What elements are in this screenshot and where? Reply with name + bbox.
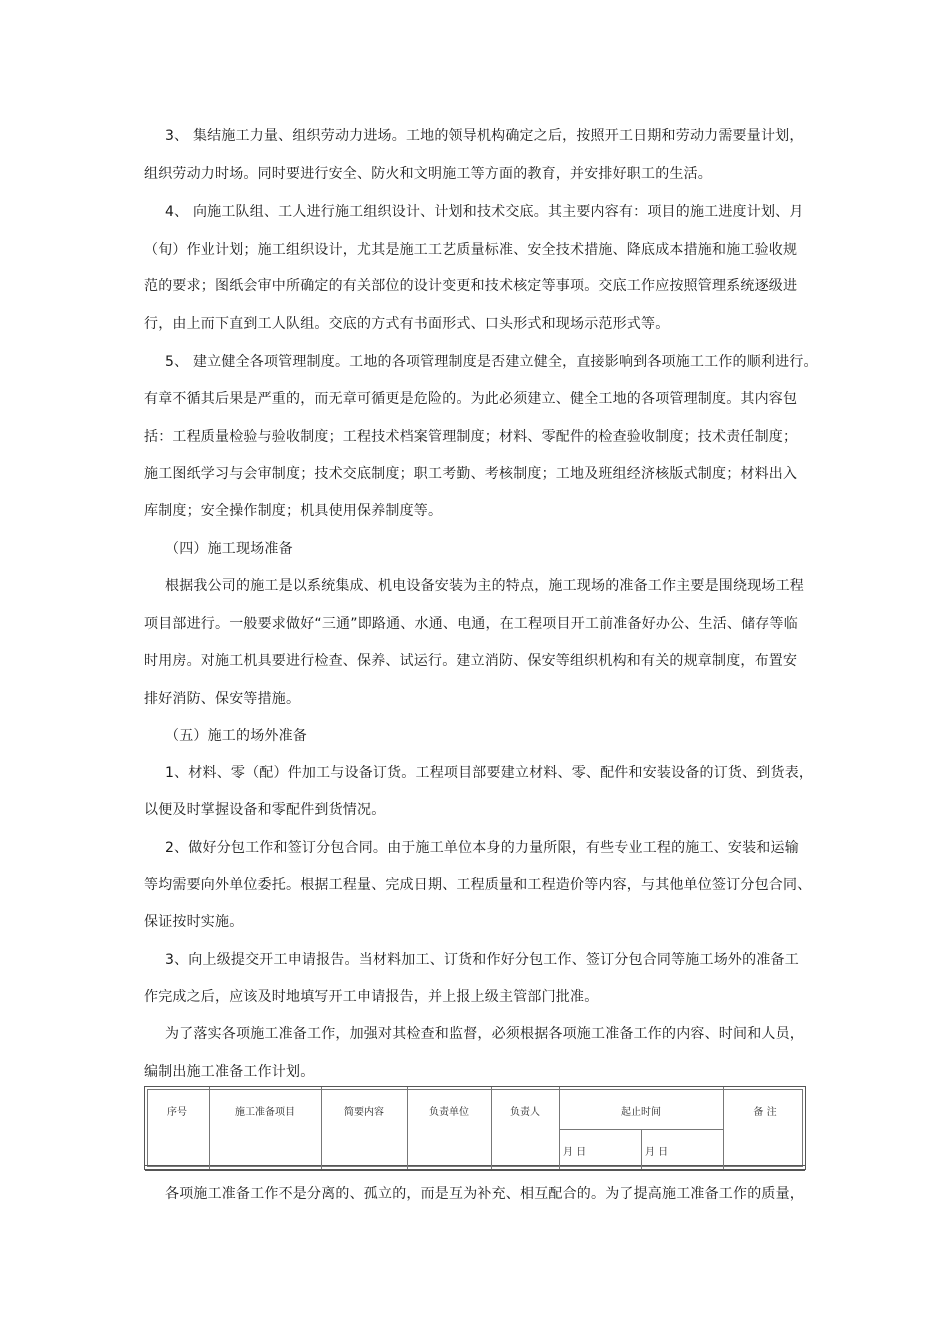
header-seq: 序号 <box>167 1107 187 1118</box>
text-line: 各项施工准备工作不是分离的、孤立的，而是互为补充、相互配合的。为了提高施工准备工作的质量， <box>165 1186 804 1202</box>
text-line: 3、 集结施工力量、组织劳动力进场。工地的领导机构确定之后，按照开工日期和劳动力需要量计划， <box>165 128 804 144</box>
end-date-label: 月 日 <box>645 1147 669 1158</box>
text-line: 以便及时掌握设备和零配件到货情况。 <box>144 802 386 818</box>
text-line: 5、 建立健全各项管理制度。工地的各项管理制度是否建立健全，直接影响到各项施工工作的顺利进行。 <box>165 354 818 370</box>
text-line: 2、做好分包工作和签订分包合同。由于施工单位本身的力量所限，有些专业工程的施工、安装和运输 <box>165 840 799 856</box>
text-line: 范的要求；图纸会审中所确定的有关部位的设计变更和技术核定等事项。交底工作应按照管理系统逐级进 <box>144 278 798 294</box>
text-line: 括：工程质量检验与验收制度；工程技术档案管理制度；材料、零配件的检查验收制度；技术责任制度； <box>144 429 798 445</box>
text-line: 排好消防、保安等措施。 <box>144 691 301 707</box>
text-line: （五）施工的场外准备 <box>165 728 307 744</box>
header-period: 起止时间 <box>621 1107 661 1118</box>
start-date-label: 月 日 <box>563 1147 587 1158</box>
text-line: 保证按时实施。 <box>144 914 244 930</box>
header-person: 负责人 <box>510 1107 540 1118</box>
text-line: 根据我公司的施工是以系统集成、机电设备安装为主的特点，施工现场的准备工作主要是围绕现场工程 <box>165 578 804 594</box>
text-line: 1、材料、零（配）件加工与设备订货。工程项目部要建立材料、零、配件和安装设备的订货、到货表， <box>165 765 814 781</box>
header-unit: 负责单位 <box>429 1107 469 1118</box>
text-line: 组织劳动力时场。同时要进行安全、防火和文明施工等方面的教育，并安排好职工的生活。 <box>144 166 712 182</box>
preparation-plan-table <box>144 1086 806 1170</box>
text-line: 3、向上级提交开工申请报告。当材料加工、订货和作好分包工作、签订分包合同等施工场外的准备工 <box>165 952 799 968</box>
text-line: 有章不循其后果是严重的，而无章可循更是危险的。为此必须建立、健全工地的各项管理制度。其内容包 <box>144 391 798 407</box>
text-line: 时用房。对施工机具要进行检查、保养、试运行。建立消防、保安等组织机构和有关的规章制度，布置安 <box>144 653 798 669</box>
text-line: 项目部进行。一般要求做好“三通”即路通、水通、电通，在工程项目开工前准备好办公、生活、储存等临 <box>144 616 798 632</box>
text-line: 为了落实各项施工准备工作，加强对其检查和监督，必须根据各项施工准备工作的内容、时间和人员， <box>165 1026 804 1042</box>
text-line: （旬）作业计划；施工组织设计，尤其是施工工艺质量标准、安全技术措施、降底成本措施和施工验收规 <box>144 242 798 258</box>
text-line: 等均需要向外单位委托。根据工程量、完成日期、工程质量和工程造价等内容，与其他单位签订分包合同、 <box>144 877 812 893</box>
text-line: 作完成之后，应该及时地填写开工申请报告，并上报上级主管部门批准。 <box>144 989 599 1005</box>
text-line: 施工图纸学习与会审制度；技术交底制度；职工考勤、考核制度；工地及班组经济核版式制度；材料出入 <box>144 466 798 482</box>
header-remarks: 备 注 <box>753 1107 777 1118</box>
text-line: （四）施工现场准备 <box>165 541 293 557</box>
text-line: 4、 向施工队组、工人进行施工组织设计、计划和技术交底。其主要内容有：项目的施工进度计划、月 <box>165 204 804 220</box>
header-item: 施工准备项目 <box>235 1107 295 1118</box>
text-line: 编制出施工准备工作计划。 <box>144 1064 315 1080</box>
header-content: 简要内容 <box>344 1107 384 1118</box>
text-line: 行，由上而下直到工人队组。交底的方式有书面形式、口头形式和现场示范形式等。 <box>144 316 670 332</box>
text-line: 库制度；安全操作制度；机具使用保养制度等。 <box>144 503 443 519</box>
